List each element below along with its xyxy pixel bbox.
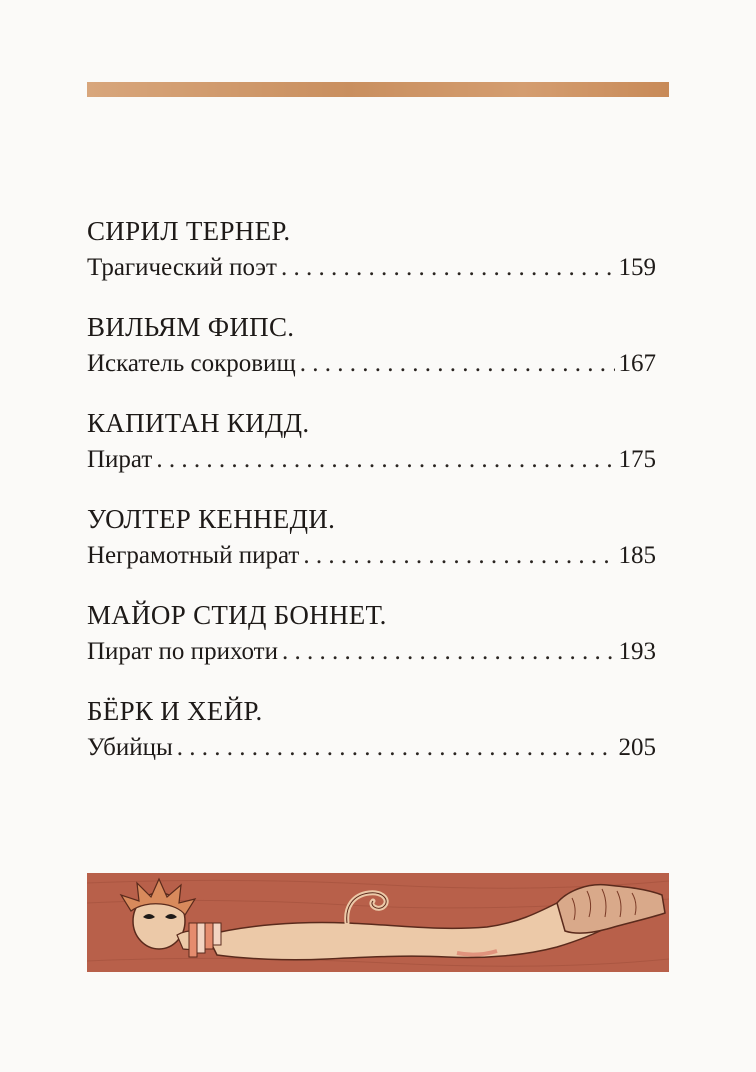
page-number: 159	[618, 254, 656, 281]
dot-leader	[177, 730, 615, 766]
toc-entry[interactable]	[87, 212, 656, 286]
toc-entry[interactable]	[87, 500, 656, 574]
entry-author: ВИЛЬЯМ ФИПС.	[87, 312, 295, 342]
top-decorative-rule	[87, 82, 669, 97]
page-number: 185	[618, 542, 656, 569]
entry-title: Неграмотный пират	[87, 542, 300, 569]
entry-line	[87, 538, 656, 574]
entry-title: Пират	[87, 446, 153, 473]
dot-leader	[303, 538, 614, 574]
page-number: 205	[618, 734, 656, 761]
entry-author: СИРИЛ ТЕРНЕР.	[87, 216, 291, 246]
dot-leader	[282, 634, 615, 670]
entry-author: КАПИТАН КИДД.	[87, 408, 310, 438]
entry-line	[87, 634, 656, 670]
entry-title: Убийцы	[87, 734, 173, 761]
page-number: 193	[618, 638, 656, 665]
page-number: 175	[618, 446, 656, 473]
toc-entry[interactable]	[87, 404, 656, 478]
table-of-contents	[87, 212, 656, 788]
faun-panpipes-illustration	[87, 873, 669, 972]
entry-line	[87, 346, 656, 382]
entry-line	[87, 250, 656, 286]
dot-leader	[300, 346, 615, 382]
entry-author: БЁРК И ХЕЙР.	[87, 696, 263, 726]
entry-author: МАЙОР СТИД БОННЕТ.	[87, 600, 387, 630]
dot-leader	[156, 442, 614, 478]
toc-entry[interactable]	[87, 692, 656, 766]
entry-title: Трагический поэт	[87, 254, 277, 281]
dot-leader	[281, 250, 615, 286]
page-number: 167	[618, 350, 656, 377]
entry-author: УОЛТЕР КЕННЕДИ.	[87, 504, 336, 534]
toc-entry[interactable]	[87, 308, 656, 382]
entry-line	[87, 442, 656, 478]
illustration-svg	[87, 873, 669, 972]
entry-title: Искатель сокровищ	[87, 350, 296, 377]
toc-entry[interactable]	[87, 596, 656, 670]
entry-title: Пират по прихоти	[87, 638, 278, 665]
entry-line	[87, 730, 656, 766]
